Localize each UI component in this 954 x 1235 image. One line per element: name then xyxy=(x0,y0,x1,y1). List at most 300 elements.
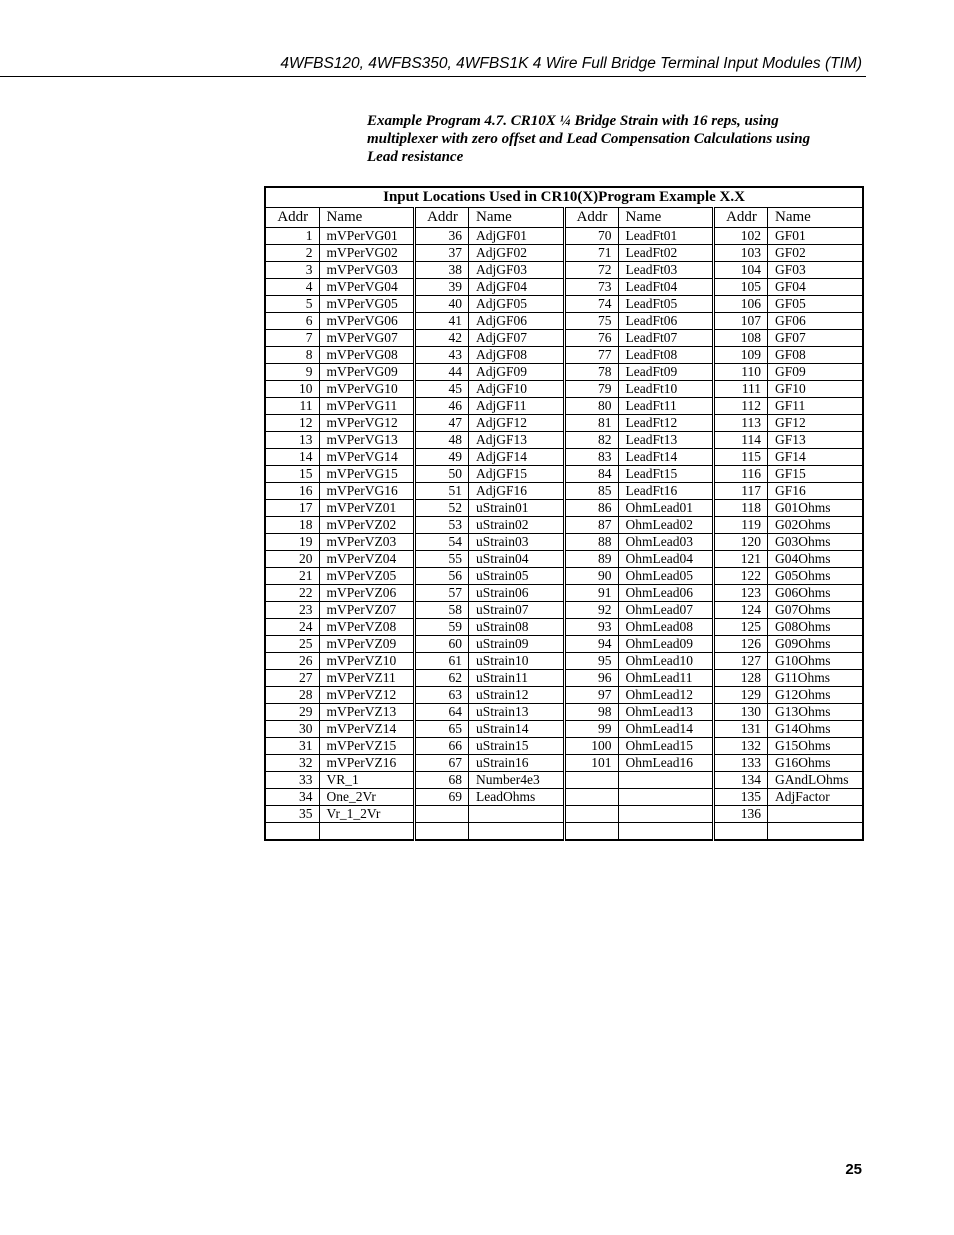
addr-cell: 53 xyxy=(415,517,469,534)
name-cell: uStrain03 xyxy=(469,534,565,551)
addr-cell: 79 xyxy=(564,381,618,398)
name-cell: mVPerVZ03 xyxy=(319,534,415,551)
name-cell: G10Ohms xyxy=(768,653,864,670)
addr-cell: 86 xyxy=(564,500,618,517)
table-row xyxy=(265,670,863,687)
table-row xyxy=(265,500,863,517)
addr-cell: 134 xyxy=(714,772,768,789)
name-cell: GF16 xyxy=(768,483,864,500)
name-cell: AdjGF16 xyxy=(469,483,565,500)
addr-cell: 131 xyxy=(714,721,768,738)
name-cell: mVPerVG09 xyxy=(319,364,415,381)
addr-cell: 11 xyxy=(265,398,319,415)
name-cell: mVPerVZ14 xyxy=(319,721,415,738)
name-cell: AdjGF03 xyxy=(469,262,565,279)
name-cell: G04Ohms xyxy=(768,551,864,568)
addr-cell: 55 xyxy=(415,551,469,568)
name-cell: LeadOhms xyxy=(469,789,565,806)
addr-cell: 22 xyxy=(265,585,319,602)
addr-cell: 4 xyxy=(265,279,319,296)
addr-cell: 30 xyxy=(265,721,319,738)
table-row xyxy=(265,568,863,585)
name-cell: GF12 xyxy=(768,415,864,432)
name-cell: GF09 xyxy=(768,364,864,381)
table-row xyxy=(265,619,863,636)
table-row xyxy=(265,687,863,704)
name-cell: uStrain09 xyxy=(469,636,565,653)
name-cell: mVPerVZ06 xyxy=(319,585,415,602)
name-cell: mVPerVG02 xyxy=(319,245,415,262)
name-cell: mVPerVZ13 xyxy=(319,704,415,721)
table-row xyxy=(265,228,863,245)
addr-cell: 100 xyxy=(564,738,618,755)
addr-cell: 38 xyxy=(415,262,469,279)
name-cell: Vr_1_2Vr xyxy=(319,806,415,823)
name-cell: uStrain13 xyxy=(469,704,565,721)
addr-cell: 105 xyxy=(714,279,768,296)
addr-cell: 23 xyxy=(265,602,319,619)
name-cell: LeadFt02 xyxy=(618,245,714,262)
addr-cell: 8 xyxy=(265,347,319,364)
name-cell: GF10 xyxy=(768,381,864,398)
name-cell: G07Ohms xyxy=(768,602,864,619)
table-row xyxy=(265,789,863,806)
table-title: Input Locations Used in CR10(X)Program Example X.X xyxy=(265,187,863,208)
addr-cell: 56 xyxy=(415,568,469,585)
addr-cell: 103 xyxy=(714,245,768,262)
table-row xyxy=(265,551,863,568)
addr-cell: 27 xyxy=(265,670,319,687)
header-rule xyxy=(0,76,866,77)
addr-cell: 117 xyxy=(714,483,768,500)
table-header-row xyxy=(265,208,863,228)
table-row xyxy=(265,364,863,381)
name-cell: GF04 xyxy=(768,279,864,296)
name-cell: G02Ohms xyxy=(768,517,864,534)
name-cell: G06Ohms xyxy=(768,585,864,602)
table-row xyxy=(265,398,863,415)
name-cell: mVPerVZ01 xyxy=(319,500,415,517)
name-cell: OhmLead01 xyxy=(618,500,714,517)
table-row xyxy=(265,262,863,279)
addr-cell: 93 xyxy=(564,619,618,636)
name-cell: LeadFt10 xyxy=(618,381,714,398)
name-cell: OhmLead09 xyxy=(618,636,714,653)
table-row xyxy=(265,738,863,755)
name-cell: uStrain04 xyxy=(469,551,565,568)
addr-cell: 94 xyxy=(564,636,618,653)
running-header: 4WFBS120, 4WFBS350, 4WFBS1K 4 Wire Full Bridge Terminal Input Modules (TIM) xyxy=(280,55,862,72)
name-cell: mVPerVZ07 xyxy=(319,602,415,619)
addr-cell: 2 xyxy=(265,245,319,262)
addr-cell: 107 xyxy=(714,313,768,330)
name-cell: mVPerVG14 xyxy=(319,449,415,466)
addr-cell: 40 xyxy=(415,296,469,313)
name-cell: AdjGF13 xyxy=(469,432,565,449)
name-cell: LeadFt15 xyxy=(618,466,714,483)
name-cell: GF14 xyxy=(768,449,864,466)
name-cell: uStrain06 xyxy=(469,585,565,602)
empty-cell xyxy=(768,823,864,841)
name-cell: mVPerVG06 xyxy=(319,313,415,330)
addr-cell: 84 xyxy=(564,466,618,483)
table-row xyxy=(265,415,863,432)
name-cell: GF11 xyxy=(768,398,864,415)
addr-cell: 10 xyxy=(265,381,319,398)
name-cell: GF01 xyxy=(768,228,864,245)
name-cell: G11Ohms xyxy=(768,670,864,687)
addr-cell: 130 xyxy=(714,704,768,721)
name-cell: GF02 xyxy=(768,245,864,262)
name-cell: OhmLead10 xyxy=(618,653,714,670)
addr-cell: 13 xyxy=(265,432,319,449)
input-locations-table xyxy=(264,186,864,841)
addr-cell: 80 xyxy=(564,398,618,415)
table-row xyxy=(265,432,863,449)
addr-cell: 51 xyxy=(415,483,469,500)
addr-cell: 122 xyxy=(714,568,768,585)
addr-cell: 74 xyxy=(564,296,618,313)
caption-line-2: multiplexer with zero offset and Lead Compensation Calculations using xyxy=(367,131,811,147)
addr-cell: 71 xyxy=(564,245,618,262)
caption-line-3: Lead resistance xyxy=(367,149,464,165)
name-cell: mVPerVG05 xyxy=(319,296,415,313)
addr-cell xyxy=(564,789,618,806)
name-cell: LeadFt03 xyxy=(618,262,714,279)
name-cell: mVPerVG07 xyxy=(319,330,415,347)
addr-cell: 123 xyxy=(714,585,768,602)
name-cell: LeadFt11 xyxy=(618,398,714,415)
empty-cell xyxy=(714,823,768,841)
table-row xyxy=(265,466,863,483)
addr-cell: 127 xyxy=(714,653,768,670)
name-cell: OhmLead12 xyxy=(618,687,714,704)
name-cell: G16Ohms xyxy=(768,755,864,772)
name-cell: mVPerVG16 xyxy=(319,483,415,500)
addr-cell: 113 xyxy=(714,415,768,432)
name-cell: AdjGF08 xyxy=(469,347,565,364)
name-cell: OhmLead11 xyxy=(618,670,714,687)
name-cell xyxy=(618,772,714,789)
table-row xyxy=(265,602,863,619)
addr-cell: 111 xyxy=(714,381,768,398)
addr-cell: 67 xyxy=(415,755,469,772)
addr-cell: 133 xyxy=(714,755,768,772)
name-cell xyxy=(618,806,714,823)
addr-cell xyxy=(415,806,469,823)
name-cell: mVPerVZ11 xyxy=(319,670,415,687)
column-header-name: Name xyxy=(618,208,714,228)
addr-cell: 54 xyxy=(415,534,469,551)
addr-cell: 18 xyxy=(265,517,319,534)
addr-cell: 135 xyxy=(714,789,768,806)
name-cell: GF05 xyxy=(768,296,864,313)
table-row xyxy=(265,772,863,789)
addr-cell: 70 xyxy=(564,228,618,245)
name-cell: uStrain14 xyxy=(469,721,565,738)
caption-line-1: Example Program 4.7. CR10X ¼ Bridge Strain with 16 reps, using xyxy=(367,113,779,129)
name-cell: AdjGF06 xyxy=(469,313,565,330)
addr-cell: 109 xyxy=(714,347,768,364)
addr-cell: 47 xyxy=(415,415,469,432)
name-cell: AdjGF02 xyxy=(469,245,565,262)
name-cell: uStrain07 xyxy=(469,602,565,619)
name-cell: OhmLead05 xyxy=(618,568,714,585)
addr-cell: 48 xyxy=(415,432,469,449)
name-cell: LeadFt08 xyxy=(618,347,714,364)
name-cell: mVPerVZ15 xyxy=(319,738,415,755)
name-cell: LeadFt01 xyxy=(618,228,714,245)
addr-cell: 88 xyxy=(564,534,618,551)
addr-cell: 114 xyxy=(714,432,768,449)
addr-cell xyxy=(564,806,618,823)
addr-cell: 110 xyxy=(714,364,768,381)
empty-cell xyxy=(564,823,618,841)
addr-cell: 92 xyxy=(564,602,618,619)
addr-cell xyxy=(564,772,618,789)
name-cell: GF15 xyxy=(768,466,864,483)
name-cell: GF07 xyxy=(768,330,864,347)
name-cell: uStrain12 xyxy=(469,687,565,704)
name-cell: uStrain05 xyxy=(469,568,565,585)
name-cell: mVPerVG01 xyxy=(319,228,415,245)
addr-cell: 44 xyxy=(415,364,469,381)
addr-cell: 6 xyxy=(265,313,319,330)
column-header-addr: Addr xyxy=(564,208,618,228)
addr-cell: 75 xyxy=(564,313,618,330)
addr-cell: 12 xyxy=(265,415,319,432)
name-cell: mVPerVG12 xyxy=(319,415,415,432)
addr-cell: 65 xyxy=(415,721,469,738)
addr-cell: 3 xyxy=(265,262,319,279)
addr-cell: 50 xyxy=(415,466,469,483)
page-number: 25 xyxy=(845,1161,862,1178)
addr-cell: 95 xyxy=(564,653,618,670)
addr-cell: 129 xyxy=(714,687,768,704)
name-cell: GF08 xyxy=(768,347,864,364)
name-cell: G14Ohms xyxy=(768,721,864,738)
addr-cell: 120 xyxy=(714,534,768,551)
addr-cell: 42 xyxy=(415,330,469,347)
addr-cell: 64 xyxy=(415,704,469,721)
name-cell: OhmLead06 xyxy=(618,585,714,602)
name-cell: G05Ohms xyxy=(768,568,864,585)
addr-cell: 24 xyxy=(265,619,319,636)
name-cell xyxy=(469,806,565,823)
table-row xyxy=(265,704,863,721)
table-row xyxy=(265,806,863,823)
addr-cell: 17 xyxy=(265,500,319,517)
name-cell: uStrain02 xyxy=(469,517,565,534)
addr-cell: 118 xyxy=(714,500,768,517)
column-header-addr: Addr xyxy=(415,208,469,228)
addr-cell: 125 xyxy=(714,619,768,636)
addr-cell: 128 xyxy=(714,670,768,687)
empty-cell xyxy=(469,823,565,841)
column-header-name: Name xyxy=(469,208,565,228)
name-cell: mVPerVZ16 xyxy=(319,755,415,772)
addr-cell: 76 xyxy=(564,330,618,347)
name-cell: One_2Vr xyxy=(319,789,415,806)
addr-cell: 16 xyxy=(265,483,319,500)
name-cell: uStrain11 xyxy=(469,670,565,687)
addr-cell: 58 xyxy=(415,602,469,619)
name-cell: AdjGF14 xyxy=(469,449,565,466)
table-row xyxy=(265,330,863,347)
empty-cell xyxy=(265,823,319,841)
name-cell: OhmLead02 xyxy=(618,517,714,534)
name-cell: Number4e3 xyxy=(469,772,565,789)
name-cell: OhmLead08 xyxy=(618,619,714,636)
addr-cell: 61 xyxy=(415,653,469,670)
name-cell: OhmLead13 xyxy=(618,704,714,721)
table-row xyxy=(265,636,863,653)
column-header-addr: Addr xyxy=(265,208,319,228)
addr-cell: 14 xyxy=(265,449,319,466)
example-caption xyxy=(367,112,847,166)
addr-cell: 124 xyxy=(714,602,768,619)
empty-cell xyxy=(618,823,714,841)
addr-cell: 69 xyxy=(415,789,469,806)
addr-cell: 21 xyxy=(265,568,319,585)
name-cell: mVPerVZ04 xyxy=(319,551,415,568)
name-cell: uStrain01 xyxy=(469,500,565,517)
name-cell: OhmLead07 xyxy=(618,602,714,619)
table-row xyxy=(265,245,863,262)
addr-cell: 98 xyxy=(564,704,618,721)
table-row xyxy=(265,653,863,670)
column-header-name: Name xyxy=(768,208,864,228)
name-cell: LeadFt07 xyxy=(618,330,714,347)
name-cell: mVPerVZ05 xyxy=(319,568,415,585)
addr-cell: 73 xyxy=(564,279,618,296)
table-empty-row xyxy=(265,823,863,841)
name-cell xyxy=(618,789,714,806)
table-row xyxy=(265,296,863,313)
addr-cell: 97 xyxy=(564,687,618,704)
name-cell: mVPerVG03 xyxy=(319,262,415,279)
empty-cell xyxy=(415,823,469,841)
addr-cell: 31 xyxy=(265,738,319,755)
name-cell: GAndLOhms xyxy=(768,772,864,789)
addr-cell: 119 xyxy=(714,517,768,534)
name-cell: GF13 xyxy=(768,432,864,449)
name-cell: mVPerVG10 xyxy=(319,381,415,398)
name-cell: mVPerVG08 xyxy=(319,347,415,364)
name-cell: G01Ohms xyxy=(768,500,864,517)
name-cell: LeadFt04 xyxy=(618,279,714,296)
name-cell: G09Ohms xyxy=(768,636,864,653)
name-cell: AdjGF11 xyxy=(469,398,565,415)
addr-cell: 59 xyxy=(415,619,469,636)
name-cell: OhmLead14 xyxy=(618,721,714,738)
name-cell: LeadFt16 xyxy=(618,483,714,500)
name-cell: G15Ohms xyxy=(768,738,864,755)
table-row xyxy=(265,755,863,772)
addr-cell: 25 xyxy=(265,636,319,653)
addr-cell: 5 xyxy=(265,296,319,313)
name-cell xyxy=(768,806,864,823)
addr-cell: 115 xyxy=(714,449,768,466)
addr-cell: 1 xyxy=(265,228,319,245)
addr-cell: 87 xyxy=(564,517,618,534)
addr-cell: 33 xyxy=(265,772,319,789)
name-cell: LeadFt13 xyxy=(618,432,714,449)
name-cell: mVPerVG04 xyxy=(319,279,415,296)
addr-cell: 35 xyxy=(265,806,319,823)
table-row xyxy=(265,517,863,534)
name-cell: mVPerVZ12 xyxy=(319,687,415,704)
addr-cell: 112 xyxy=(714,398,768,415)
addr-cell: 66 xyxy=(415,738,469,755)
addr-cell: 106 xyxy=(714,296,768,313)
addr-cell: 60 xyxy=(415,636,469,653)
table-row xyxy=(265,449,863,466)
addr-cell: 102 xyxy=(714,228,768,245)
addr-cell: 28 xyxy=(265,687,319,704)
addr-cell: 37 xyxy=(415,245,469,262)
name-cell: mVPerVG15 xyxy=(319,466,415,483)
addr-cell: 19 xyxy=(265,534,319,551)
name-cell: G08Ohms xyxy=(768,619,864,636)
name-cell: OhmLead04 xyxy=(618,551,714,568)
table-row xyxy=(265,585,863,602)
addr-cell: 41 xyxy=(415,313,469,330)
addr-cell: 82 xyxy=(564,432,618,449)
addr-cell: 121 xyxy=(714,551,768,568)
addr-cell: 68 xyxy=(415,772,469,789)
addr-cell: 132 xyxy=(714,738,768,755)
addr-cell: 49 xyxy=(415,449,469,466)
column-header-name: Name xyxy=(319,208,415,228)
name-cell: G03Ohms xyxy=(768,534,864,551)
name-cell: AdjGF10 xyxy=(469,381,565,398)
addr-cell: 34 xyxy=(265,789,319,806)
addr-cell: 99 xyxy=(564,721,618,738)
addr-cell: 85 xyxy=(564,483,618,500)
addr-cell: 72 xyxy=(564,262,618,279)
table-row xyxy=(265,721,863,738)
name-cell: VR_1 xyxy=(319,772,415,789)
addr-cell: 43 xyxy=(415,347,469,364)
addr-cell: 36 xyxy=(415,228,469,245)
table-row xyxy=(265,347,863,364)
name-cell: mVPerVG13 xyxy=(319,432,415,449)
table-row xyxy=(265,381,863,398)
addr-cell: 20 xyxy=(265,551,319,568)
addr-cell: 77 xyxy=(564,347,618,364)
addr-cell: 101 xyxy=(564,755,618,772)
addr-cell: 15 xyxy=(265,466,319,483)
addr-cell: 7 xyxy=(265,330,319,347)
table-row xyxy=(265,313,863,330)
addr-cell: 136 xyxy=(714,806,768,823)
addr-cell: 89 xyxy=(564,551,618,568)
name-cell: uStrain16 xyxy=(469,755,565,772)
name-cell: AdjFactor xyxy=(768,789,864,806)
addr-cell: 116 xyxy=(714,466,768,483)
name-cell: LeadFt12 xyxy=(618,415,714,432)
name-cell: mVPerVZ02 xyxy=(319,517,415,534)
addr-cell: 39 xyxy=(415,279,469,296)
addr-cell: 83 xyxy=(564,449,618,466)
addr-cell: 46 xyxy=(415,398,469,415)
name-cell: GF06 xyxy=(768,313,864,330)
addr-cell: 45 xyxy=(415,381,469,398)
addr-cell: 32 xyxy=(265,755,319,772)
name-cell: LeadFt06 xyxy=(618,313,714,330)
addr-cell: 81 xyxy=(564,415,618,432)
